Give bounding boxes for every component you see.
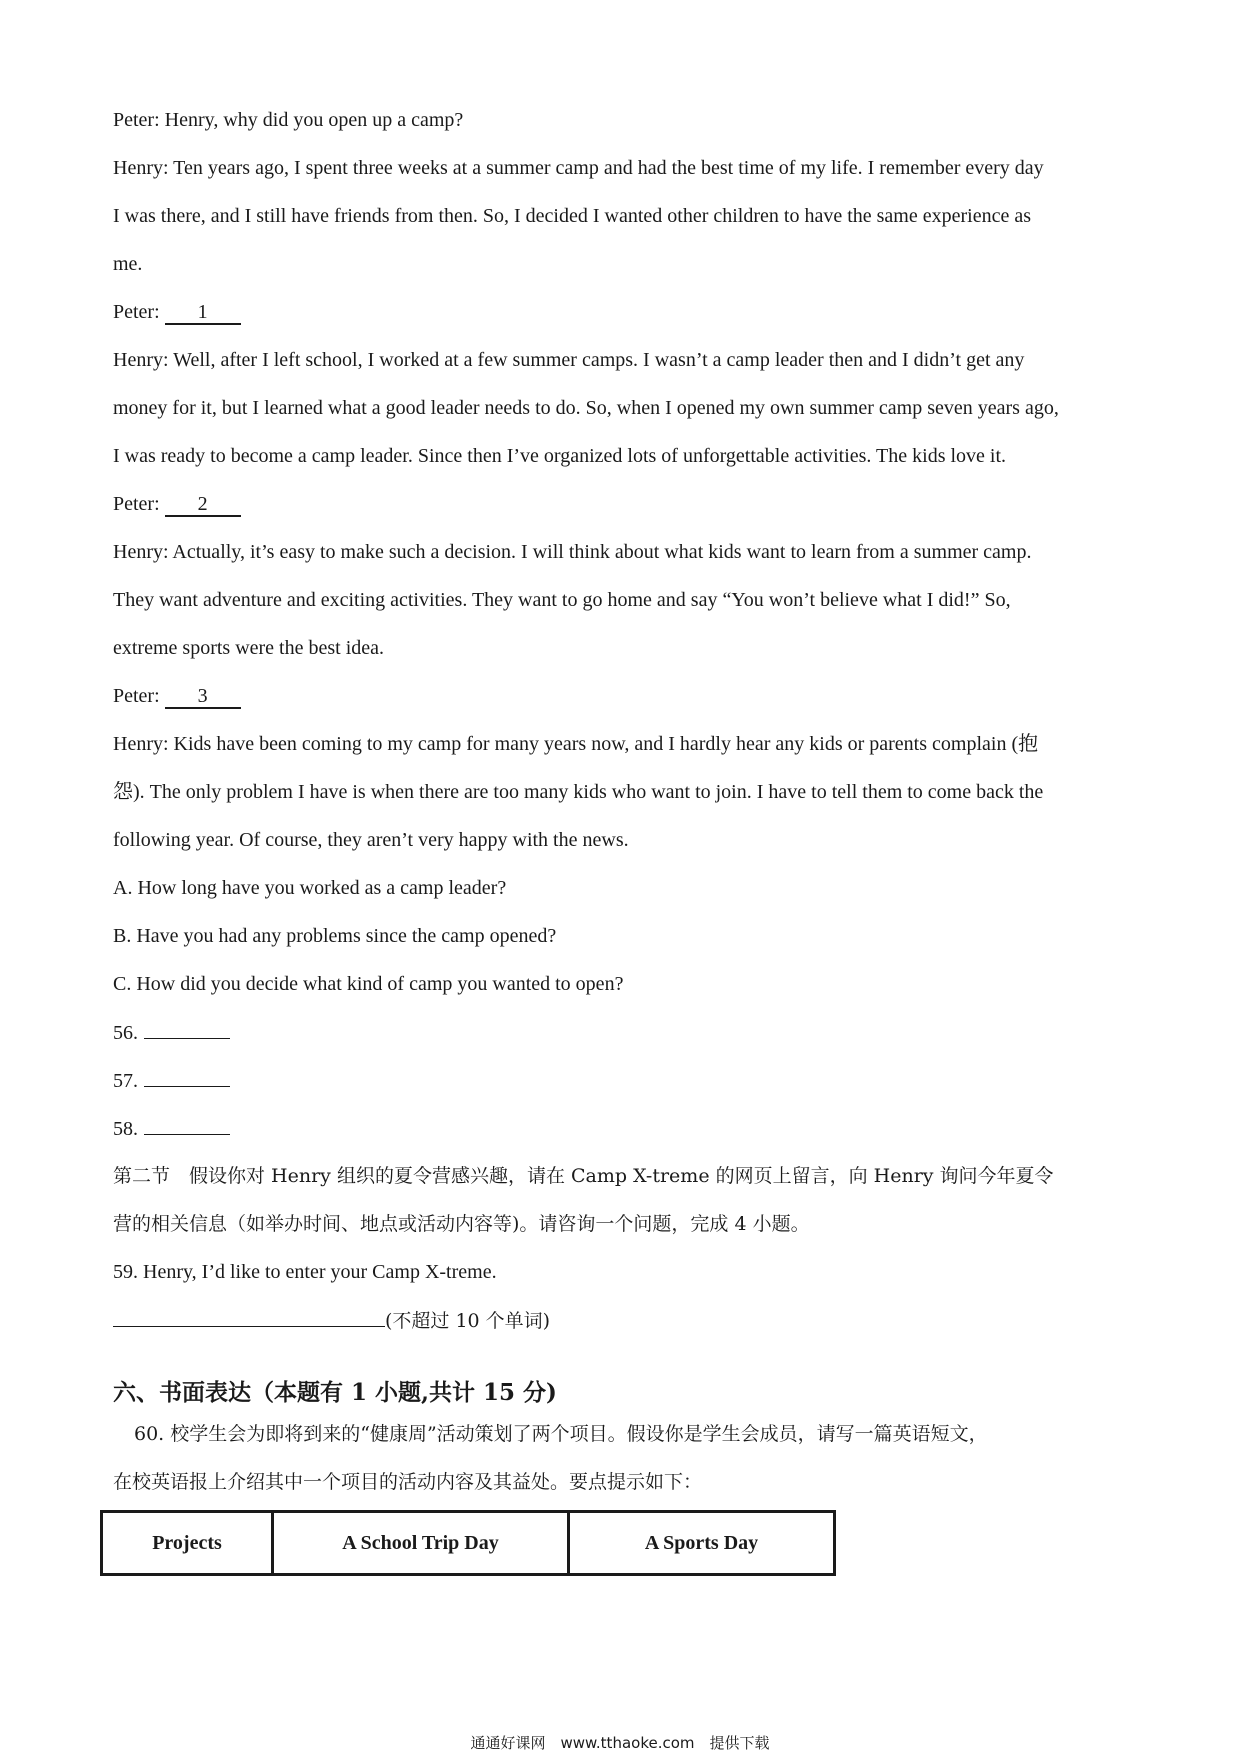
dialogue-line: following year. Of course, they aren’t very happy with the news. <box>113 829 629 851</box>
dialogue-line: I was there, and I still have friends from then. So, I decided I wanted other children to have the same experience as <box>113 205 1031 227</box>
word-limit: (不超过 10 个单词) <box>385 1310 551 1332</box>
answer-blank[interactable] <box>144 1018 230 1039</box>
dialogue-line: Henry: Ten years ago, I spent three weeks at a summer camp and had the best time of my life. I remember every day <box>113 157 1044 179</box>
section-heading: 六、书面表达（本题有 1 小题,共计 15 分) <box>113 1379 557 1406</box>
question-60: 60. 校学生会为即将到来的“健康周”活动策划了两个项目。假设你是学生会成员，请写一篇英语短文， <box>134 1423 988 1445</box>
dialogue-line: They want adventure and exciting activities. They want to go home and say “You won’t believe what I did!” So, <box>113 589 1011 611</box>
footer-source: 通通好课网 www.tthaoke.com 提供下载 <box>470 1734 770 1752</box>
dialogue-line: 怨). The only problem I have is when there are too many kids who want to join. I have to tell them to come back the <box>113 781 1044 803</box>
option-c: C. How did you decide what kind of camp you wanted to open? <box>113 973 624 995</box>
question-59: 59. Henry, I’d like to enter your Camp X-treme. <box>113 1261 497 1283</box>
table-header-cell: Projects <box>102 1512 273 1575</box>
section2-instruction: 第二节 假设你对 Henry 组织的夏令营感兴趣，请在 Camp X-treme 的网页上留言，向 Henry 询问今年夏令 <box>113 1165 1054 1187</box>
answer-57 <box>113 1066 1133 1095</box>
option-b: B. Have you had any problems since the camp opened? <box>113 925 557 947</box>
blank-1: 1 <box>165 301 241 325</box>
dialogue-line: me. <box>113 253 143 275</box>
answer-blank[interactable] <box>144 1114 230 1135</box>
peter-blank-line <box>113 298 1133 326</box>
answer-blank[interactable] <box>113 1306 385 1327</box>
dialogue-line: money for it, but I learned what a good leader needs to do. So, when I opened my own summer camp seven years ago, <box>113 397 1059 419</box>
answer-number: 58. <box>113 1118 138 1140</box>
answer-56 <box>113 1018 1133 1047</box>
dialogue-line: Henry: Well, after I left school, I worked at a few summer camps. I wasn’t a camp leader then and I didn’t get any <box>113 349 1025 371</box>
speaker-label: Peter: <box>113 301 160 323</box>
table-row <box>102 1512 835 1575</box>
answer-number: 57. <box>113 1070 138 1092</box>
question-60: 在校英语报上介绍其中一个项目的活动内容及其益处。要点提示如下： <box>113 1471 703 1493</box>
answer-58 <box>113 1114 1133 1143</box>
option-a: A. How long have you worked as a camp leader? <box>113 877 507 899</box>
peter-blank-line <box>113 490 1133 518</box>
answer-blank[interactable] <box>144 1066 230 1087</box>
table-header-cell: A School Trip Day <box>273 1512 569 1575</box>
dialogue-line: Henry: Actually, it’s easy to make such a decision. I will think about what kids want to learn from a summer camp. <box>113 541 1032 563</box>
table-header-cell: A Sports Day <box>569 1512 835 1575</box>
dialogue-line: extreme sports were the best idea. <box>113 637 385 659</box>
section2-instruction: 营的相关信息（如举办时间、地点或活动内容等)。请咨询一个问题，完成 4 小题。 <box>113 1213 810 1235</box>
projects-table <box>100 1510 836 1576</box>
dialogue-line: Peter: Henry, why did you open up a camp? <box>113 109 464 131</box>
blank-3: 3 <box>165 685 241 709</box>
speaker-label: Peter: <box>113 493 160 515</box>
question-59-answer <box>113 1306 1133 1335</box>
answer-number: 56. <box>113 1022 138 1044</box>
dialogue-line: Henry: Kids have been coming to my camp for many years now, and I hardly hear any kids or parents complain (抱 <box>113 733 1039 755</box>
peter-blank-line <box>113 682 1133 710</box>
blank-2: 2 <box>165 493 241 517</box>
speaker-label: Peter: <box>113 685 160 707</box>
dialogue-line: I was ready to become a camp leader. Since then I’ve organized lots of unforgettable activities. The kids love it. <box>113 445 1007 467</box>
